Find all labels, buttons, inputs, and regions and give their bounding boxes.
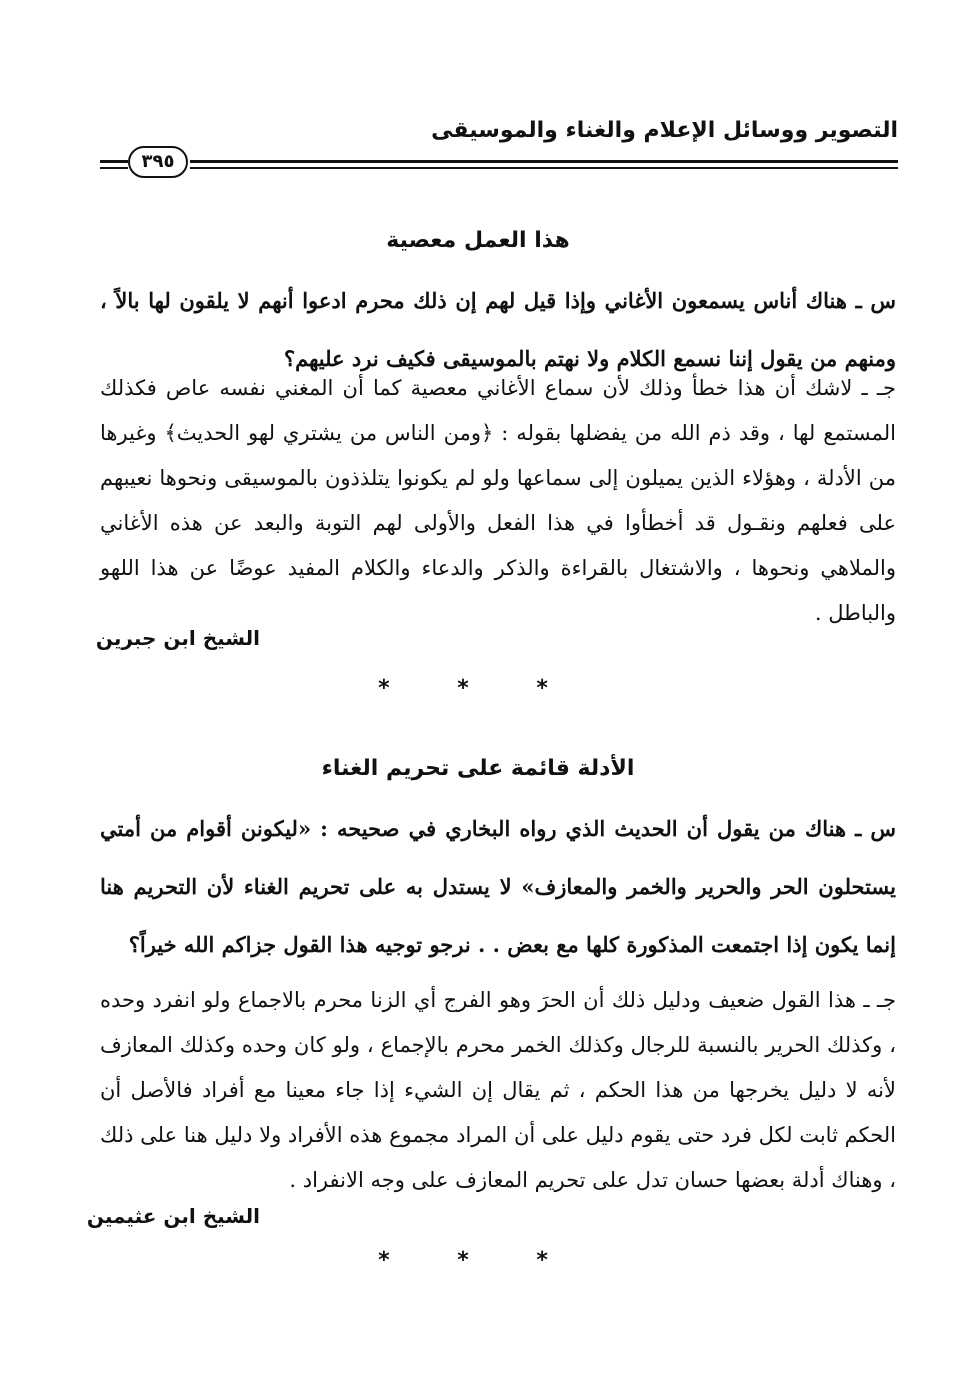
section-heading: الأدلة قائمة على تحريم الغناء <box>321 756 635 781</box>
separator-stars: * * * <box>378 676 578 701</box>
header-rule-left <box>100 160 128 163</box>
header-rule <box>190 160 898 163</box>
header-rule-thin <box>190 167 898 169</box>
separator-stars: * * * <box>378 1248 578 1273</box>
page-number: ٣٩٥ <box>128 146 188 178</box>
answer-paragraph: جـ ـ لاشك أن هذا خطأ وذلك لأن سماع الأغاني معصية كما أن المغني نفسه عاص فكذلك المستمع لها ، وقد ذم الله من يفضلها بقوله : ﴿ومن الناس من يشتري لهو الحديث﴾ وغيرها من الأدلة ، وهؤلاء الذين يميلون إلى سماعها ولو لم يكونوا يتلذذون بالموسيقى ونحوها نعيبهم على فعلهم ونقـول قد أخطأوا في هذا الفعل والأولى لهم التوبة والبعد عن هذه الأغاني والملاهي ونحوها ، والاشتغال بالقراءة والذكر والدعاء والكلام المفيد عوضًا عن هذا اللهو والباطل . <box>100 376 896 625</box>
signature: الشيخ ابن جبرين <box>95 626 260 650</box>
question-paragraph: س ـ هناك أناس يسمعون الأغاني وإذا قيل لهم إن ذلك محرم ادعوا أنهم لا يلقون لها بالاً ، ومنهم من يقول إننا نسمع الكلام ولا نهتم بالموسيقى فكيف نرد عليهم؟ <box>100 288 896 371</box>
header-rule-left-thin <box>100 167 128 169</box>
running-title: التصوير ووسائل الإعلام والغناء والموسيقى <box>431 118 898 143</box>
answer-paragraph: جـ ـ هذا القول ضعيف ودليل ذلك أن الحرَ وهو الفرج أي الزنا محرم بالاجماع ولو انفرد وحده ، وكذلك الحرير بالنسبة للرجال وكذلك الخمر محرم بالإجماع ، ولو كان وحده وكذلك المعازف لأنه لا دليل يخرجها من هذا الحكم ، ثم يقال إن الشيء إذا جاء معينا مع أفراد فالأصل أن الحكم ثابت لكل فرد حتى يقوم دليل على أن المراد مجموع هذه الأفراد ولا دليل هنا على ذلك ، وهناك أدلة بعضها حسان تدل على تحريم المعازف على وجه الانفراد . <box>100 988 896 1192</box>
section-heading: هذا العمل معصية <box>386 228 570 253</box>
signature: الشيخ ابن عثيمين <box>86 1204 260 1228</box>
question-paragraph: س ـ هناك من يقول أن الحديث الذي رواه البخاري في صحيحه : «ليكونن أقوام من أمتي يستحلون الحر والحرير والخمر والمعازف» لا يستدل به على تحريم الغناء لأن التحريم هنا إنما يكون إذا اجتمعت المذكورة كلها مع بعض . . نرجو توجيه هذا القول جزاكم الله خيراً؟ <box>100 816 896 957</box>
